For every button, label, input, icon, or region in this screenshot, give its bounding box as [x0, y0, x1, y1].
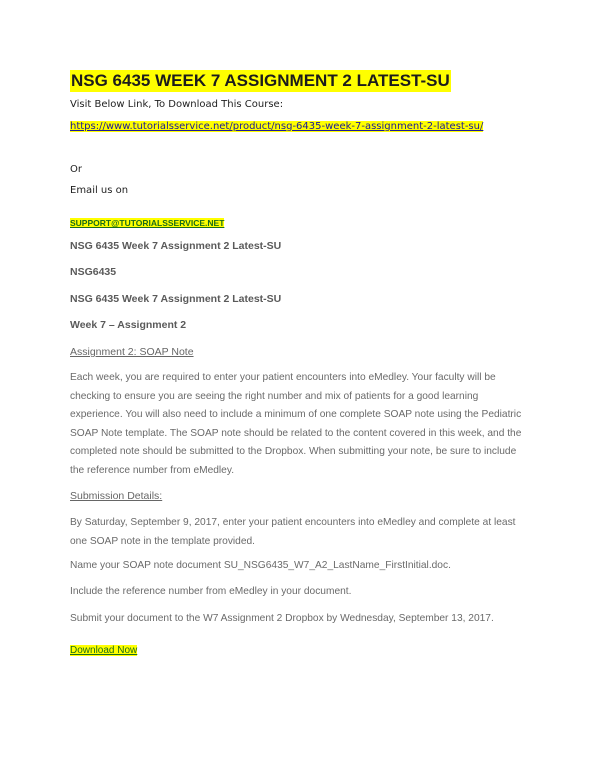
document-title: NSG 6435 WEEK 7 ASSIGNMENT 2 LATEST-SU — [71, 71, 450, 90]
submission-paragraph: By Saturday, September 9, 2017, enter your patient encounters into eMedley and complete at least one SOAP note in the template provided. — [70, 517, 516, 547]
course-link[interactable]: https://www.tutorialsservice.net/product/nsg-6435-week-7-assignment-2-latest-su/ — [70, 121, 484, 132]
email-link[interactable]: SUPPORT@TUTORIALSSERVICE.NET — [70, 218, 225, 228]
email-text: Email us on — [70, 185, 129, 196]
submit-instruction: Submit your document to the W7 Assignment 2 Dropbox by Wednesday, September 13, 2017. — [70, 613, 494, 624]
assignment-heading: Assignment 2: SOAP Note — [70, 346, 194, 358]
visit-text: Visit Below Link, To Download This Course: — [70, 99, 284, 110]
submission-heading: Submission Details: — [70, 490, 163, 502]
heading-assignment-title-repeat: NSG 6435 Week 7 Assignment 2 Latest-SU — [70, 293, 282, 305]
instructions-paragraph: Each week, you are required to enter your patient encounters into eMedley. Your faculty will be checking to ensure you are seeing the right number and mix of patients for a good learning experience. You will also need to include a minimum of one complete SOAP note using the Pediatric SOAP Note template. The SOAP note should be related to the content covered in this week, and the completed note should be submitted to the Dropbox. When submitting your note, be sure to include the reference number from eMedley. — [70, 372, 522, 476]
or-text: Or — [70, 164, 82, 175]
naming-instruction: Name your SOAP note document SU_NSG6435_W7_A2_LastName_FirstInitial.doc. — [70, 560, 451, 571]
course-code: NSG6435 — [70, 266, 117, 278]
download-now-link[interactable]: Download Now — [70, 645, 138, 656]
reference-instruction: Include the reference number from eMedley in your document. — [70, 586, 352, 597]
week-heading: Week 7 – Assignment 2 — [70, 319, 187, 331]
heading-assignment-title: NSG 6435 Week 7 Assignment 2 Latest-SU — [70, 240, 282, 252]
